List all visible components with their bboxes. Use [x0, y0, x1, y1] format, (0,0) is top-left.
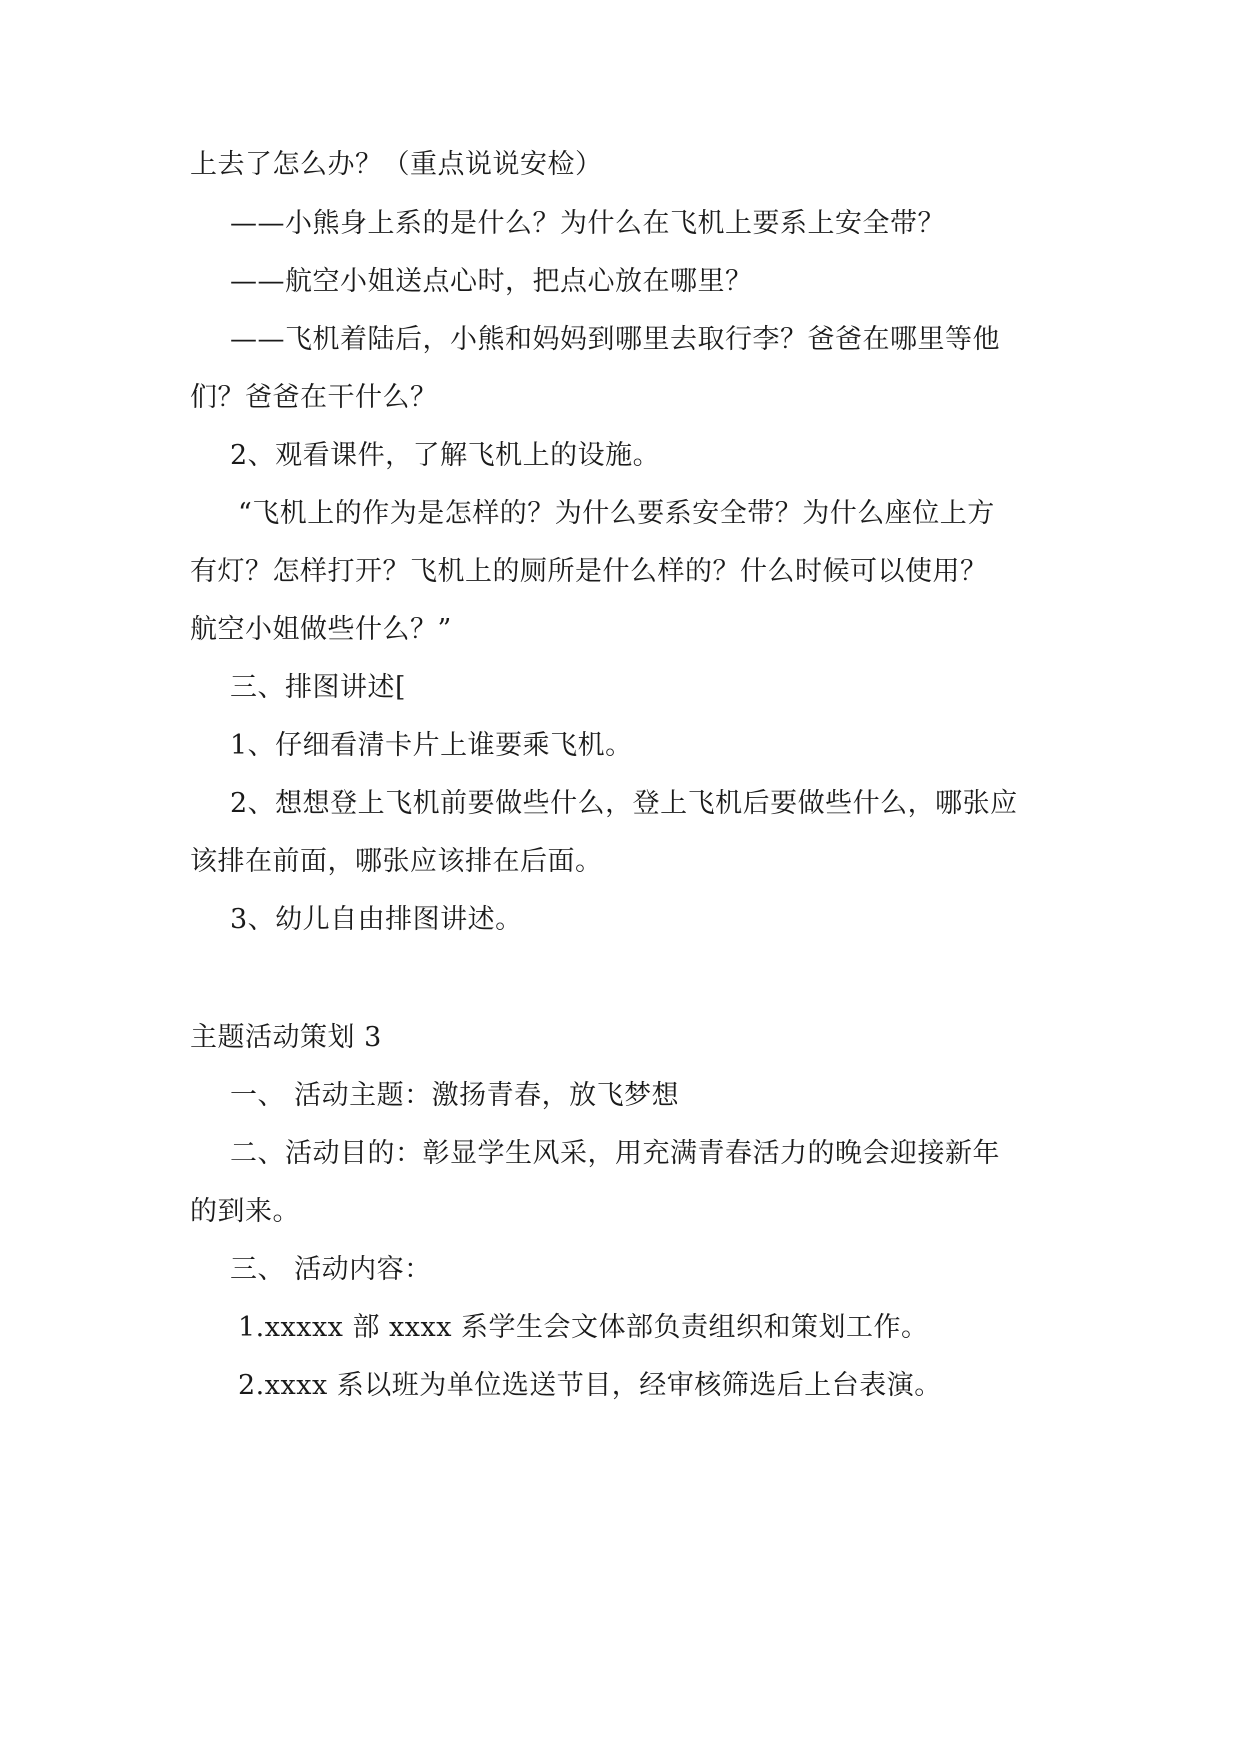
- text-line: 3、幼儿自由排图讲述。: [230, 904, 523, 935]
- text-line: 二、活动目的：彰显学生风采，用充满青春活力的晚会迎接新年: [230, 1138, 1000, 1169]
- text-line: ——航空小姐送点心时，把点心放在哪里？: [230, 266, 753, 297]
- list-item: 1.xxxxx 部 xxxx 系学生会文体部负责组织和策划工作。: [238, 1312, 929, 1343]
- text-line: 1、仔细看清卡片上谁要乘飞机。: [230, 730, 633, 761]
- text-line: “飞机上的作为是怎样的？为什么要系安全带？为什么座位上方: [238, 498, 995, 529]
- text-line: 们？爸爸在干什么？: [190, 382, 438, 413]
- text-line: 有灯？怎样打开？飞机上的厕所是什么样的？什么时候可以使用？: [190, 556, 988, 587]
- document-title: 主题活动策划 3: [190, 1022, 382, 1053]
- text-line: 2、想想登上飞机前要做些什么，登上飞机后要做些什么，哪张应: [230, 788, 1018, 819]
- text-line: ——小熊身上系的是什么？为什么在飞机上要系上安全带？: [230, 208, 945, 239]
- text-line: ——飞机着陆后，小熊和妈妈到哪里去取行李？爸爸在哪里等他: [230, 324, 1000, 355]
- text-line: 一、 活动主题：激扬青春，放飞梦想: [230, 1080, 680, 1111]
- text-line: 上去了怎么办？（重点说说安检）: [190, 149, 603, 180]
- text-line: 航空小姐做些什么？”: [190, 614, 452, 645]
- list-item: 2.xxxx 系以班为单位选送节目，经审核筛选后上台表演。: [238, 1370, 942, 1401]
- text-line: 的到来。: [190, 1196, 300, 1227]
- text-line: 该排在前面，哪张应该排在后面。: [190, 846, 603, 877]
- section-heading: 三、 活动内容：: [230, 1254, 432, 1285]
- text-line: 2、观看课件，了解飞机上的设施。: [230, 440, 661, 471]
- section-heading: 三、排图讲述[: [230, 672, 407, 703]
